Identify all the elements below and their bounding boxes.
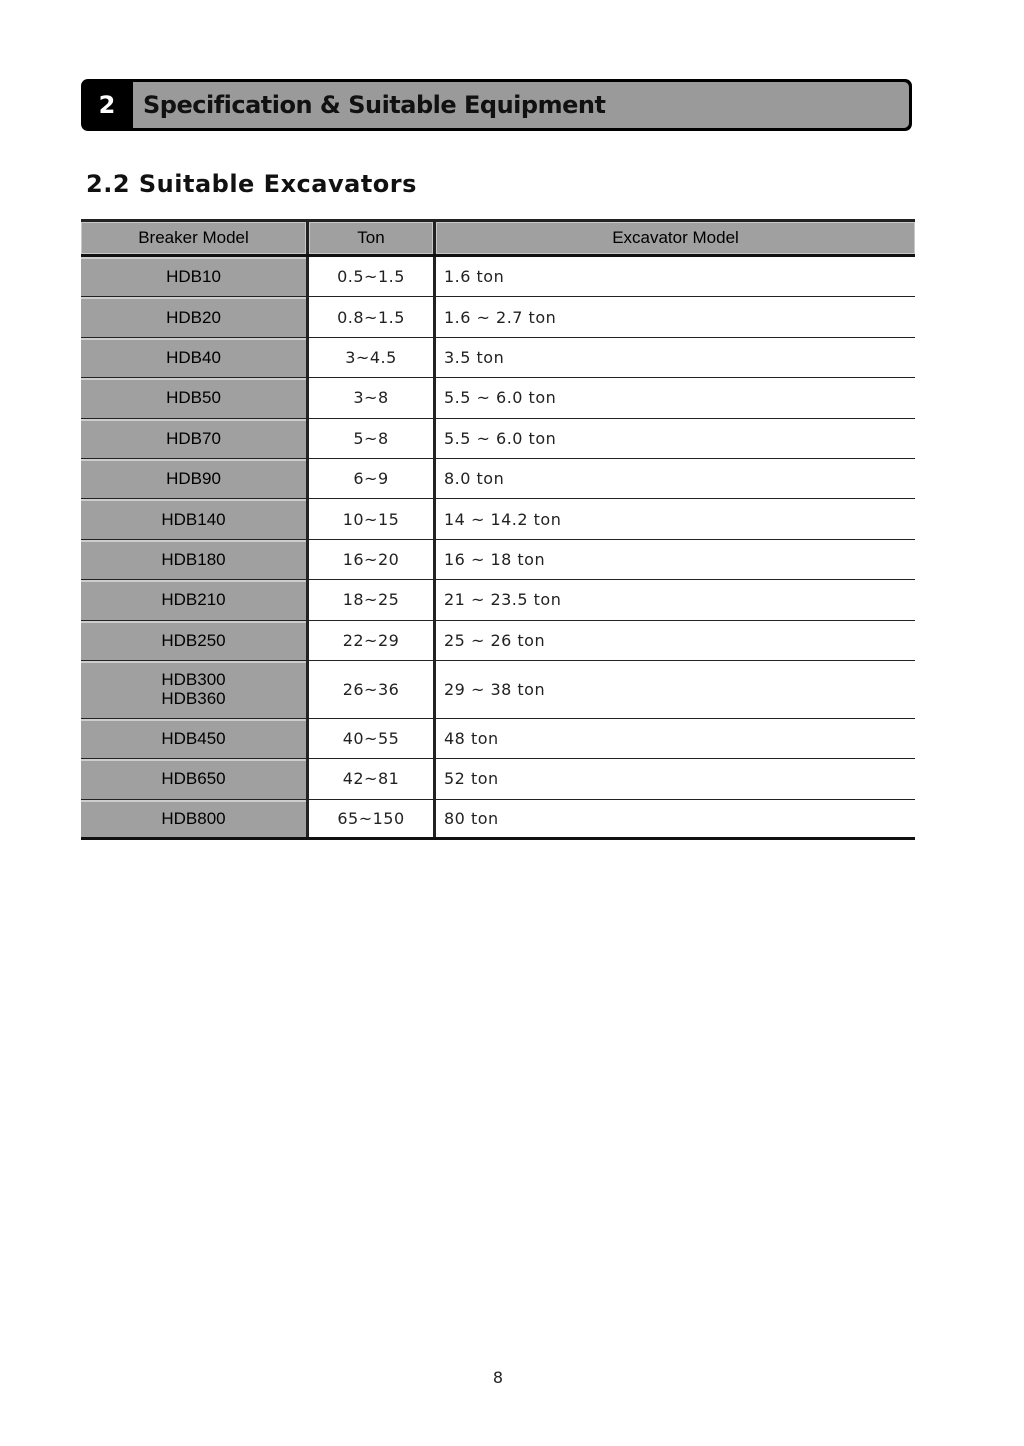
chapter-title-box xyxy=(133,82,909,128)
breaker-model-cell xyxy=(81,297,309,336)
table-row xyxy=(81,540,915,580)
table-row xyxy=(81,719,915,759)
table-row xyxy=(81,621,915,661)
excavator-model: 21 ~ 23.5 ton xyxy=(444,590,562,610)
excavator-model: 29 ~ 38 ton xyxy=(444,679,546,699)
breaker-model-cell xyxy=(81,459,309,498)
breaker-model-cell xyxy=(81,580,309,619)
ton-range: 3~8 xyxy=(309,378,436,417)
excavator-model: 48 ton xyxy=(444,729,499,749)
ton-range: 16~20 xyxy=(309,540,436,579)
table-body xyxy=(81,257,915,840)
breaker-model-cell xyxy=(81,621,309,660)
breaker-model: HDB180 xyxy=(161,549,226,569)
ton-range: 3~4.5 xyxy=(309,338,436,377)
ton-range: 0.5~1.5 xyxy=(309,257,436,296)
ton-range: 65~150 xyxy=(309,800,436,837)
breaker-model: HDB800 xyxy=(161,808,226,828)
breaker-model: HDB70 xyxy=(166,428,221,448)
ton-range: 22~29 xyxy=(309,621,436,660)
table-row xyxy=(81,499,915,539)
breaker-model-cell xyxy=(81,719,309,758)
breaker-model: HDB140 xyxy=(161,509,226,529)
excavator-model: 1.6 ton xyxy=(444,267,505,287)
breaker-model-cell xyxy=(81,540,309,579)
breaker-model: HDB10 xyxy=(166,267,221,287)
breaker-model: HDB250 xyxy=(161,630,226,650)
header-ton: Ton xyxy=(309,222,436,254)
table-row xyxy=(81,759,915,799)
breaker-model: HDB450 xyxy=(161,729,226,749)
header-excavator-model: Excavator Model xyxy=(436,222,915,254)
header-breaker-model: Breaker Model xyxy=(81,222,309,254)
breaker-model: HDB40 xyxy=(166,347,221,367)
breaker-model-cell xyxy=(81,419,309,458)
breaker-model: HDB650 xyxy=(161,769,226,789)
ton-range: 0.8~1.5 xyxy=(309,297,436,336)
breaker-model-cell xyxy=(81,378,309,417)
excavator-model: 52 ton xyxy=(444,769,499,789)
table-header-row xyxy=(81,219,915,257)
breaker-model-cell xyxy=(81,800,309,837)
chapter-header xyxy=(81,79,912,131)
excavator-model: 80 ton xyxy=(444,808,499,828)
breaker-model-cell xyxy=(81,759,309,798)
breaker-model-cell xyxy=(81,661,309,718)
breaker-model-cell xyxy=(81,257,309,296)
breaker-model: HDB300 xyxy=(161,670,226,690)
ton-range: 26~36 xyxy=(309,661,436,718)
ton-range: 18~25 xyxy=(309,580,436,619)
breaker-model: HDB360 xyxy=(161,689,226,709)
table-row xyxy=(81,338,915,378)
ton-range: 42~81 xyxy=(309,759,436,798)
excavator-model: 1.6 ~ 2.7 ton xyxy=(444,307,557,327)
breaker-model-cell xyxy=(81,338,309,377)
ton-range: 5~8 xyxy=(309,419,436,458)
breaker-model-cell xyxy=(81,499,309,538)
chapter-number: 2 xyxy=(98,91,116,119)
chapter-title: Specification & Suitable Equipment xyxy=(143,91,606,119)
table-row xyxy=(81,419,915,459)
excavator-model: 8.0 ton xyxy=(444,469,505,489)
excavator-model: 25 ~ 26 ton xyxy=(444,630,546,650)
breaker-model: HDB20 xyxy=(166,307,221,327)
suitable-excavators-table xyxy=(81,219,915,840)
excavator-model: 3.5 ton xyxy=(444,347,505,367)
breaker-model: HDB90 xyxy=(166,469,221,489)
ton-range: 40~55 xyxy=(309,719,436,758)
excavator-model: 5.5 ~ 6.0 ton xyxy=(444,428,557,448)
breaker-model: HDB50 xyxy=(166,388,221,408)
breaker-model: HDB210 xyxy=(161,590,226,610)
page-number: 8 xyxy=(492,1368,504,1387)
section-heading: 2.2 Suitable Excavators xyxy=(86,170,417,198)
excavator-model: 14 ~ 14.2 ton xyxy=(444,509,562,529)
table-row xyxy=(81,459,915,499)
excavator-model: 16 ~ 18 ton xyxy=(444,549,546,569)
table-row xyxy=(81,297,915,337)
table-row xyxy=(81,378,915,418)
table-row xyxy=(81,800,915,840)
ton-range: 10~15 xyxy=(309,499,436,538)
table-row xyxy=(81,661,915,719)
excavator-model: 5.5 ~ 6.0 ton xyxy=(444,388,557,408)
ton-range: 6~9 xyxy=(309,459,436,498)
table-row xyxy=(81,580,915,620)
table-row xyxy=(81,257,915,297)
